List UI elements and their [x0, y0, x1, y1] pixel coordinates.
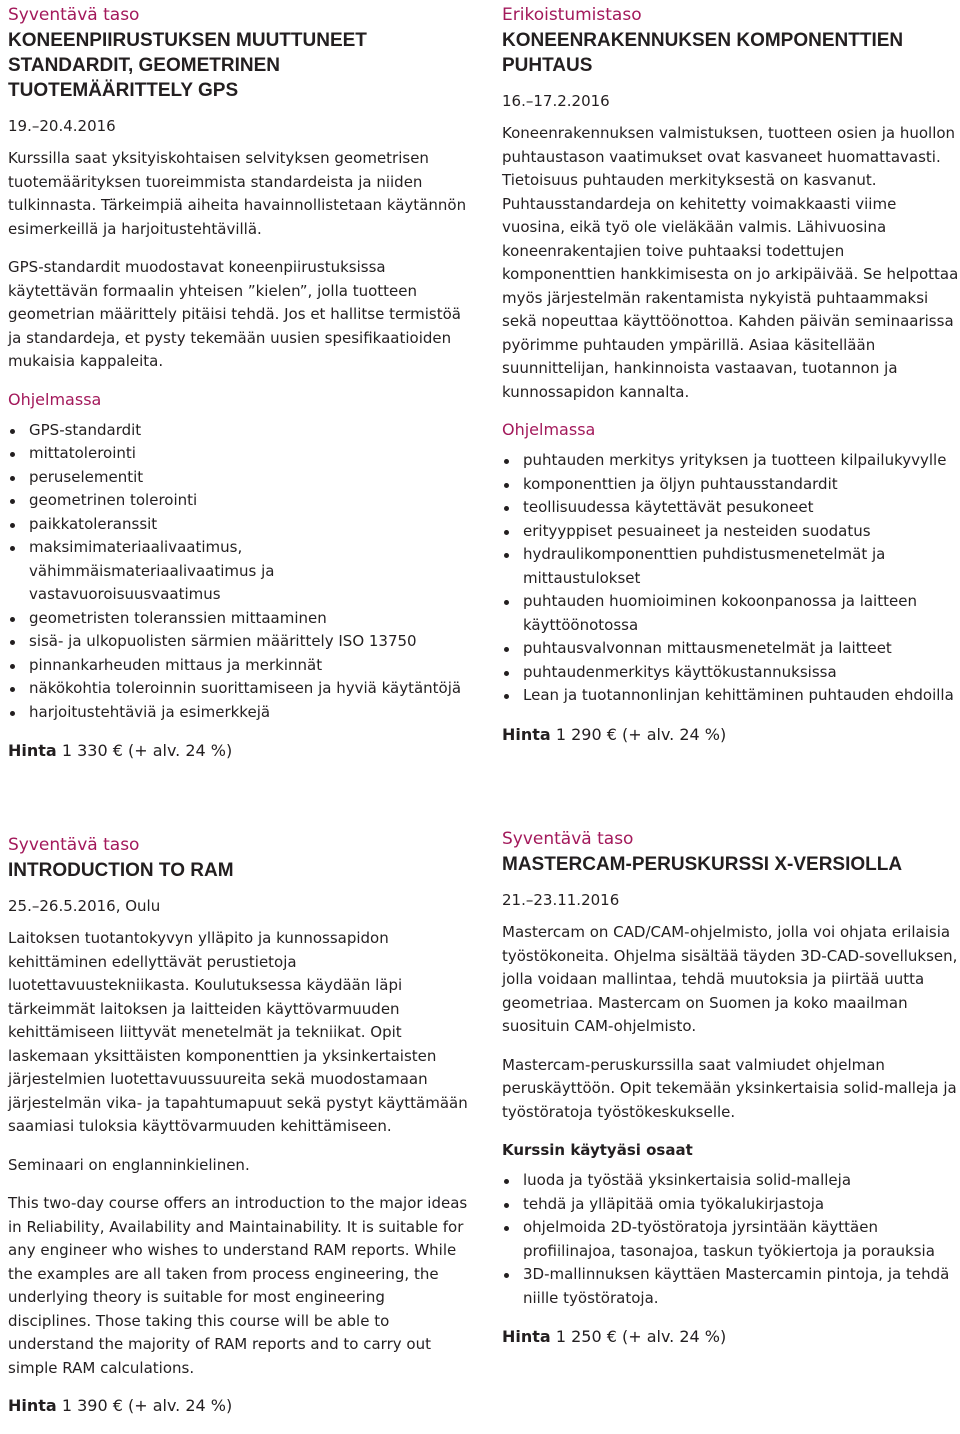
price-value: 1 390 € (+ alv. 24 %) — [61, 1396, 233, 1415]
list-item: GPS-standardit — [8, 419, 468, 443]
course-price — [502, 724, 960, 746]
list-item: teollisuudessa käytettävät pesukoneet — [502, 496, 960, 520]
list-item: peruselementit — [8, 466, 468, 490]
price-label: Hinta — [502, 1327, 551, 1346]
course-gps — [8, 4, 468, 762]
course-description: Kurssilla saat yksityiskohtaisen selvityksen geometrisen tuotemäärityksen tuoreimmista standardeista ja niiden tulkinnasta. Tärkeimpiä aiheita havainnollistetaan käytännön esimerkeillä ja harjoitustehtävillä. — [8, 149, 467, 238]
list-item: puhtauden huomioiminen kokoonpanossa ja laitteen käyttöönotossa — [502, 590, 960, 637]
outcomes-list — [502, 1169, 960, 1310]
price-label: Hinta — [8, 741, 57, 760]
price-value: 1 330 € (+ alv. 24 %) — [61, 741, 233, 760]
course-date: 19.–20.4.2016 — [8, 117, 116, 135]
list-item: puhtauden merkitys yrityksen ja tuotteen kilpailukyvylle — [502, 449, 960, 473]
list-item: pinnankarheuden mittaus ja merkinnät — [8, 654, 468, 678]
list-item: geometristen toleranssien mittaaminen — [8, 607, 468, 631]
course-description: Mastercam-peruskurssilla saat valmiudet ohjelman peruskäyttöön. Opit tekemään yksinkertaisia solid-malleja ja työstöratoja työstökeskukselle. — [502, 1055, 957, 1121]
course-description: Laitoksen tuotantokyvyn ylläpito ja kunnossapidon kehittäminen edellyttävät perustietoja luotettavuustekniikasta. Koulutuksessa käydään läpi tärkeimmät laitoksen ja laitteiden käyttövarmuuden kehittämiseen liittyvät menetelmät ja tekniikat. Opit laskemaan yksittäisten komponenttien ja yksinkertaisten järjestelmien luotettavuussuureita sekä muodostamaan järjestelmän vika- ja tapahtumapuut sekä pystyt käyttämään saamiasi tuloksia käyttövarmuuden kehittämiseen. — [8, 929, 468, 1135]
list-item: geometrinen tolerointi — [8, 489, 468, 513]
course-level: Erikoistumistaso — [502, 5, 642, 25]
list-item: harjoitustehtäviä ja esimerkkejä — [8, 701, 468, 725]
price-value: 1 250 € (+ alv. 24 %) — [555, 1327, 727, 1346]
list-item: Lean ja tuotannonlinjan kehittäminen puhtauden ehdoilla — [502, 684, 960, 708]
course-price — [8, 1395, 468, 1417]
price-label: Hinta — [8, 1396, 57, 1415]
list-item: hydraulikomponenttien puhdistusmenetelmät ja mittaustulokset — [502, 543, 960, 590]
list-item: komponenttien ja öljyn puhtausstandardit — [502, 473, 960, 497]
program-list — [8, 419, 468, 725]
program-list — [502, 449, 960, 708]
course-description: GPS-standardit muodostavat koneenpiirustuksissa käytettävän formaalin yhteisen ”kielen”, jolla tuotteen geometrian määrittely pitäisi tehdä. Jos et hallitse termistöä ja standardeja, et pysty tekemään uusien spesifikaatioiden mukaisia kappaleita. — [8, 258, 461, 370]
course-level: Syventävä taso — [8, 835, 140, 855]
list-item: erityyppiset pesuaineet ja nesteiden suodatus — [502, 520, 960, 544]
price-value: 1 290 € (+ alv. 24 %) — [555, 724, 727, 744]
course-level: Syventävä taso — [8, 5, 140, 25]
list-item: puhtaudenmerkitys käyttökustannuksissa — [502, 661, 960, 685]
program-heading: Ohjelmassa — [8, 389, 102, 409]
list-item: tehdä ja ylläpitää omia työkalukirjastoja — [502, 1193, 960, 1217]
list-item: näkökohtia toleroinnin suorittamiseen ja hyviä käytäntöjä — [8, 677, 468, 701]
course-date: 21.–23.11.2016 — [502, 891, 620, 909]
course-title: INTRODUCTION TO RAM — [8, 860, 234, 881]
course-level: Syventävä taso — [502, 829, 634, 849]
course-date: 25.–26.5.2016, Oulu — [8, 897, 161, 915]
list-item: puhtausvalvonnan mittausmenetelmät ja laitteet — [502, 637, 960, 661]
list-item: mittatolerointi — [8, 442, 468, 466]
course-description: Koneenrakennuksen valmistuksen, tuotteen osien ja huollon puhtaustason vaatimukset ovat kasvaneet huomattavasti. Tietoisuus puhtauden merkityksestä on kasvanut. Puhtausstandardeja on kehitetty voimakkaasti viime vuosina, eikä työ ole vieläkään valmis. Lähivuosina koneenrakentajien toive puhtaaksi todettujen komponenttien hankkimisesta on jo arkipäivää. Se helpottaa myös järjestelmän rakentamista nykyistä puhtaammaksi sekä nopeuttaa käyttöönottoa. Kahden päivän seminaarissa pyörimme puhtauden ympärillä. Asiaa käsitellään suunnittelijan, hankinnoista vastaavan, tuotannon ja kunnossapidon kannalta. — [502, 124, 959, 401]
price-label: Hinta — [502, 724, 551, 744]
course-price — [502, 1326, 960, 1348]
outcomes-heading: Kurssin käytyäsi osaat — [502, 1141, 693, 1159]
course-puhtaus — [502, 4, 960, 746]
course-description-english: This two-day course offers an introduction to the major ideas in Reliability, Availability and Maintainability. It is suitable for any engineer who wishes to understand RAM reports. While the examples are all taken from process engineering, the underlying theory is suitable for most engineering disciplines. Those taking this course will be able to understand the majority of RAM reports and to carry out simple RAM calculations. — [8, 1194, 468, 1377]
list-item: maksimimateriaalivaatimus, vähimmäismateriaalivaatimus ja vastavuoroisuusvaatimus — [8, 536, 468, 607]
list-item: paikkatoleranssit — [8, 513, 468, 537]
course-language-note: Seminaari on englanninkielinen. — [8, 1155, 250, 1174]
program-heading: Ohjelmassa — [502, 420, 596, 439]
list-item: sisä- ja ulkopuolisten särmien määrittely ISO 13750 — [8, 630, 468, 654]
course-ram — [8, 834, 468, 1417]
course-title: KONEENPIIRUSTUKSEN MUUTTUNEET STANDARDIT, GEOMETRINEN TUOTEMÄÄRITTELY GPS — [8, 30, 367, 101]
course-price — [8, 740, 468, 762]
course-title: KONEENRAKENNUKSEN KOMPONENTTIEN PUHTAUS — [502, 30, 904, 76]
list-item: luoda ja työstää yksinkertaisia solid-malleja — [502, 1169, 960, 1193]
course-date: 16.–17.2.2016 — [502, 92, 610, 110]
list-item: 3D-mallinnuksen käyttäen Mastercamin pintoja, ja tehdä niille työstöratoja. — [502, 1263, 960, 1310]
list-item: ohjelmoida 2D-työstöratoja jyrsintään käyttäen profiilinajoa, tasonajoa, taskun työkiertoja ja porauksia — [502, 1216, 960, 1263]
course-mastercam — [502, 828, 960, 1348]
course-title: MASTERCAM-PERUSKURSSI X-VERSIOLLA — [502, 854, 903, 875]
course-description: Mastercam on CAD/CAM-ohjelmisto, jolla voi ohjata erilaisia työstökoneita. Ohjelma sisältää täyden 3D-CAD-sovelluksen, jolla voidaan mallintaa, tehdä muutoksia ja piirtää uutta geometriaa. Mastercam on Suomen ja koko maailman suosituin CAM-ohjelmisto. — [502, 923, 958, 1035]
